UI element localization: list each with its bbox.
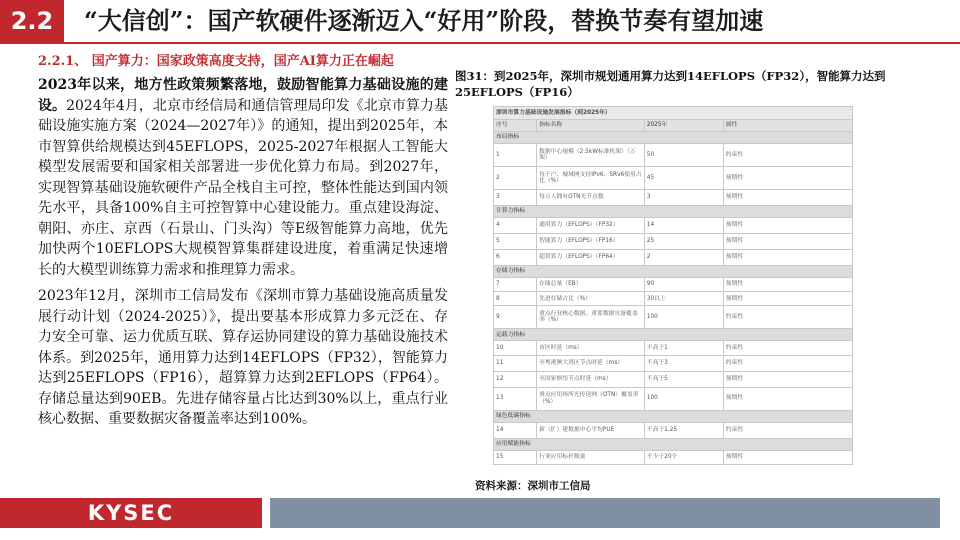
row-number: 2 <box>494 167 537 190</box>
row-value: 不高于1 <box>644 341 723 355</box>
table-row <box>494 278 853 292</box>
row-number: 7 <box>494 278 537 292</box>
row-value: 90 <box>644 278 723 292</box>
text-column <box>38 52 448 436</box>
category-row <box>494 266 853 278</box>
row-attr: 预期性 <box>723 387 852 410</box>
row-number: 5 <box>494 234 537 250</box>
row-value: 45 <box>644 167 723 190</box>
row-attr: 约束性 <box>723 355 852 371</box>
slide-title: “大信创”：国产软硬件逐渐迈入“好用”阶段，替换节奏有望加速 <box>84 6 764 35</box>
table-row <box>494 387 853 410</box>
paragraph-shenzhen: 2023年12月，深圳市工信局发布《深圳市算力基础设施高质量发展行动计划（2024-2025）》，提出要基本形成算力多元泛在、存力安全可靠、运力优质互联、算存运协同建设的算力基础设施技术体系。到2025年，通用算力达到14EFLOPS（FP32），智能算力达到25EFLOPS（FP16），超算算力达到2EFLOPS（FP64）。存储总量达到90EB。先进存储容量占比达到30%以上，重点行业核心数据、重要数据灾备覆盖率达到100%。 <box>38 288 448 427</box>
row-name: 先进存储占比（%） <box>537 292 645 306</box>
column-header: 2025年 <box>644 120 723 132</box>
subsection-heading: 2.2.1、 国产算力：国家政策高度支持，国产AI算力正在崛起 <box>38 54 394 69</box>
category-row <box>494 206 853 218</box>
indicator-table <box>493 106 853 465</box>
row-value: 不高于3 <box>644 355 723 371</box>
row-attr: 约束性 <box>723 144 852 167</box>
category-label: 计算力指标 <box>494 206 853 218</box>
kysec-logo: KYSEC <box>87 501 175 525</box>
table-row <box>494 422 853 438</box>
row-value: 100 <box>644 306 723 329</box>
row-name: 重点行业核心数据、重要数据灾备覆盖率（%） <box>537 306 645 329</box>
section-number-badge: 2.2 <box>0 0 64 42</box>
category-row <box>494 410 853 422</box>
category-row <box>494 438 853 450</box>
row-name: 存储总量（EB） <box>537 278 645 292</box>
category-label: 存储力指标 <box>494 266 853 278</box>
row-number: 6 <box>494 250 537 266</box>
row-value: 50 <box>644 144 723 167</box>
row-name: 每千户、城域网支持IPv6、SRv6使用占比（%） <box>537 167 645 190</box>
paragraph-body: 2024年4月，北京市经信局和通信管理局印发《北京市算力基础设施实施方案（2024—2027年）》的通知，提出到2025年，本市智算供给规模达到45EFLOPS，2025-2027年根据人工智能大模型发展需要和国家相关部署进一步优化算力布局。到2027年，实现智算基础设施软硬件产品全栈自主可控，整体性能达到国内领先水平，具备100%自主可控智算中心建设能力。重点建设海淀、朝阳、亦庄、京西（石景山、门头沟）等E级智能算力高地，优先加快两个10EFLOPS大规模智算集群建设进度，着重满足快速增长的大模型训练算力需求和推理算力需求。 <box>38 97 448 278</box>
slide-header <box>0 0 960 42</box>
table-row <box>494 371 853 387</box>
slide-footer <box>0 498 960 528</box>
column-header: 指标名称 <box>537 120 645 132</box>
row-value: 不高于5 <box>644 371 723 387</box>
category-label: 运载力指标 <box>494 329 853 341</box>
row-attr: 预期性 <box>723 218 852 234</box>
row-value: 2 <box>644 250 723 266</box>
row-value: 不高于1.25 <box>644 422 723 438</box>
row-number: 13 <box>494 387 537 410</box>
row-attr: 预期性 <box>723 292 852 306</box>
row-value: 不少于20个 <box>644 450 723 464</box>
row-attr: 预期性 <box>723 450 852 464</box>
row-value: 100 <box>644 387 723 410</box>
row-attr: 预期性 <box>723 167 852 190</box>
row-name: 通用算力（EFLOPS）（FP32） <box>537 218 645 234</box>
row-name: 行业应用标杆数量 <box>537 450 645 464</box>
row-name: 至粤港澳大湾区节点时延（ms） <box>537 355 645 371</box>
row-number: 1 <box>494 144 537 167</box>
row-number: 10 <box>494 341 537 355</box>
row-number: 9 <box>494 306 537 329</box>
table-row <box>494 292 853 306</box>
table-title: 深圳市算力基础设施发展指标（到2025年） <box>494 107 853 120</box>
figure-source: 资料来源：深圳市工信局 <box>475 480 591 492</box>
figure-image <box>493 106 853 474</box>
row-number: 14 <box>494 422 537 438</box>
row-attr: 预期性 <box>723 250 852 266</box>
category-label: 布局指标 <box>494 132 853 144</box>
table-row <box>494 144 853 167</box>
row-attr: 预期性 <box>723 278 852 292</box>
table-row <box>494 190 853 206</box>
figure-panel <box>455 68 925 492</box>
row-name: 新（扩）建数据中心平均PUE <box>537 422 645 438</box>
row-name: 重点应用场所光传送网（OTN）覆盖率（%） <box>537 387 645 410</box>
row-name: 至国家枢纽节点时延（ms） <box>537 371 645 387</box>
row-name: 市区时延（ms） <box>537 341 645 355</box>
table-row <box>494 167 853 190</box>
row-number: 3 <box>494 190 537 206</box>
table-row <box>494 250 853 266</box>
row-name: 数据中心规模（2.5kW标准机架）（万架） <box>537 144 645 167</box>
table-row <box>494 218 853 234</box>
row-value: 14 <box>644 218 723 234</box>
table-title-row <box>494 107 853 120</box>
row-value: 3 <box>644 190 723 206</box>
row-attr: 约束性 <box>723 306 852 329</box>
row-number: 8 <box>494 292 537 306</box>
row-number: 12 <box>494 371 537 387</box>
table-row <box>494 341 853 355</box>
row-number: 4 <box>494 218 537 234</box>
figure-caption: 图31：到2025年，深圳市规划通用算力达到14EFLOPS（FP32），智能算力达到25EFLOPS（FP16） <box>455 69 886 99</box>
row-name: 智能算力（EFLOPS）（FP16） <box>537 234 645 250</box>
row-value: 30以上 <box>644 292 723 306</box>
table-row <box>494 234 853 250</box>
row-name: 每万人拥有OTN光节点数 <box>537 190 645 206</box>
row-number: 11 <box>494 355 537 371</box>
title-divider <box>0 42 960 44</box>
paragraph-beijing <box>38 75 448 280</box>
row-attr: 预期性 <box>723 190 852 206</box>
column-header: 序号 <box>494 120 537 132</box>
row-value: 25 <box>644 234 723 250</box>
row-number: 15 <box>494 450 537 464</box>
row-attr: 预期性 <box>723 234 852 250</box>
table-header-row <box>494 120 853 132</box>
row-name: 超算算力（EFLOPS）（FP64） <box>537 250 645 266</box>
row-attr: 预期性 <box>723 371 852 387</box>
category-row <box>494 132 853 144</box>
category-row <box>494 329 853 341</box>
column-header: 属性 <box>723 120 852 132</box>
row-attr: 约束性 <box>723 341 852 355</box>
category-label: 应用赋能指标 <box>494 438 853 450</box>
category-label: 绿色低碳指标 <box>494 410 853 422</box>
footer-grey-bar <box>270 498 940 528</box>
table-row <box>494 355 853 371</box>
paragraph-lead: 2023年以来，地方性政策频繁落地，鼓励智能算力基础设施的建设。 <box>38 77 448 114</box>
table-row <box>494 306 853 329</box>
row-attr: 约束性 <box>723 422 852 438</box>
table-row <box>494 450 853 464</box>
